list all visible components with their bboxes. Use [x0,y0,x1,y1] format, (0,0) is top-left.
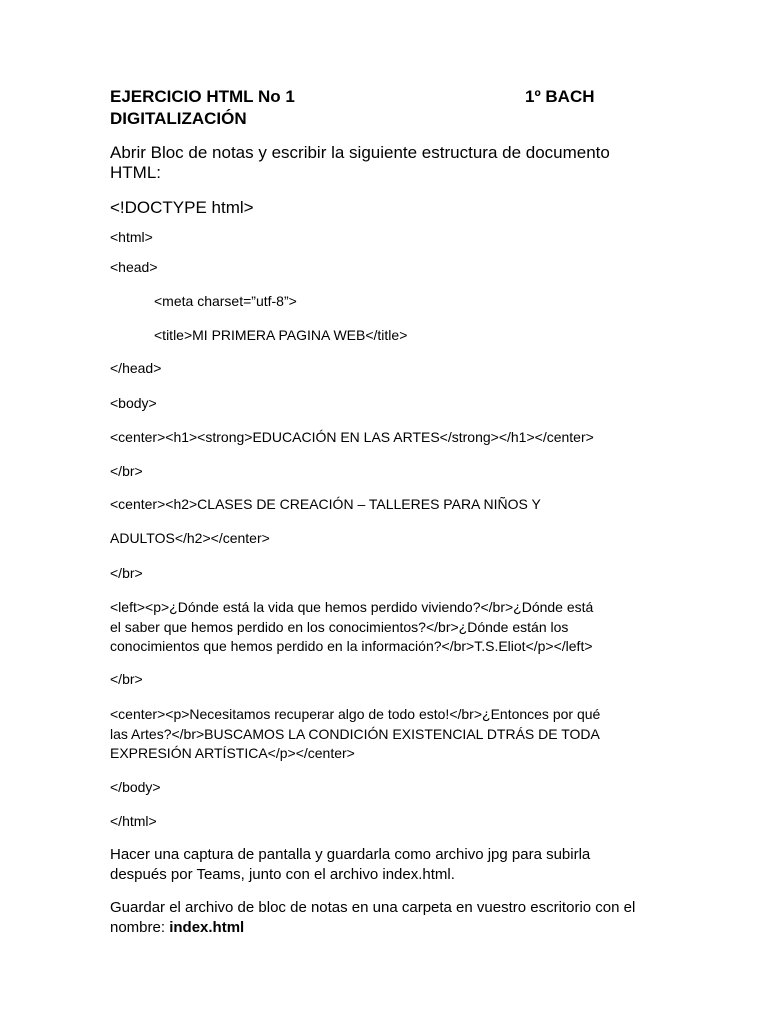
code-br-3: </br> [110,671,143,687]
instruction-capture-line-2: después por Teams, junto con el archivo index.html. [110,866,455,883]
subject-label: DIGITALIZACIÓN [110,109,247,128]
code-br-2: </br> [110,565,143,581]
code-p2-line-3: EXPRESIÓN ARTÍSTICA</p></center> [110,745,355,761]
code-html-close: </html> [110,813,157,829]
code-head-close: </head> [110,360,162,376]
instruction-capture-line-1: Hacer una captura de pantalla y guardarla como archivo jpg para subirla [110,846,591,863]
code-p1-line-2: el saber que hemos perdido en los conocimientos?</br>¿Dónde están los [110,619,569,635]
instruction-save-line-1: Guardar el archivo de bloc de notas en una carpeta en vuestro escritorio con el [110,899,636,916]
code-meta: <meta charset=”utf-8”> [154,293,297,309]
code-br-1: </br> [110,463,143,479]
code-h2-line-2: ADULTOS</h2></center> [110,530,270,546]
exercise-header [110,86,595,108]
intro-line-1: Abrir Bloc de notas y escribir la siguiente estructura de documento [110,143,610,162]
code-doctype: <!DOCTYPE html> [110,198,254,217]
save-line-prefix: nombre: [110,919,170,936]
instruction-save-line-2 [110,918,244,938]
code-html-open: <html> [110,229,153,245]
code-head-open: <head> [110,259,158,275]
code-h2-line-1: <center><h2>CLASES DE CREACIÓN – TALLERES PARA NIÑOS Y [110,496,541,512]
code-p2-line-2: las Artes?</br>BUSCAMOS LA CONDICIÓN EXISTENCIAL DTRÁS DE TODA [110,726,600,742]
course-label: 1º BACH [525,87,595,106]
exercise-title: EJERCICIO HTML No 1 [110,87,295,106]
code-body-open: <body> [110,395,157,411]
code-p1-line-3: conocimientos que hemos perdido en la información?</br>T.S.Eliot</p></left> [110,638,593,654]
code-body-close: </body> [110,779,161,795]
code-title: <title>MI PRIMERA PAGINA WEB</title> [154,327,408,343]
code-p2-line-1: <center><p>Necesitamos recuperar algo de todo esto!</br>¿Entonces por qué [110,706,601,722]
code-p1-line-1: <left><p>¿Dónde está la vida que hemos perdido viviendo?</br>¿Dónde está [110,599,594,615]
save-filename: index.html [169,919,245,936]
code-h1: <center><h1><strong>EDUCACIÓN EN LAS ARTES</strong></h1></center> [110,429,594,445]
intro-line-2: HTML: [110,163,161,182]
